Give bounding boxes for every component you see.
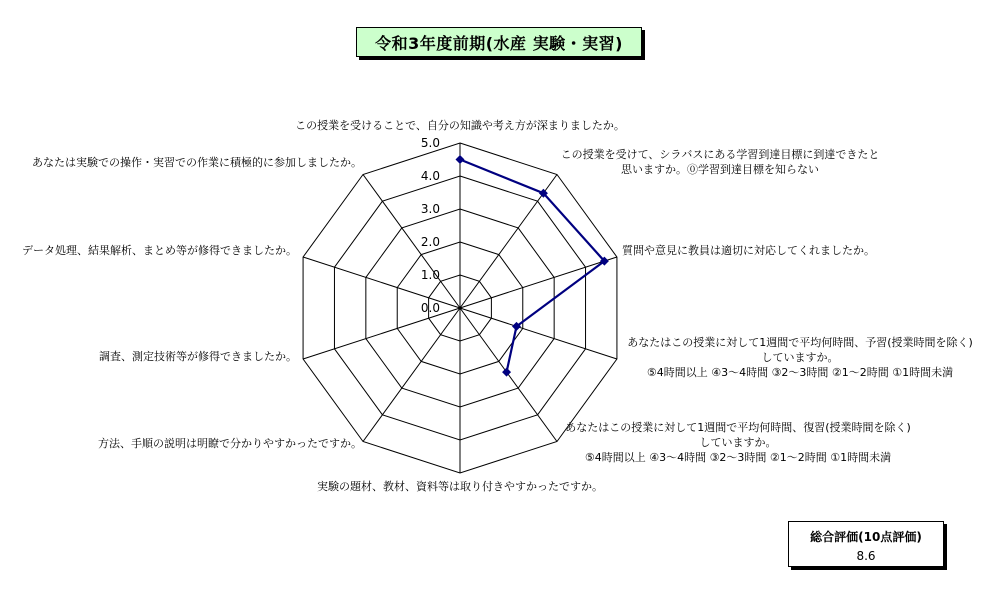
axis-label-line: この授業を受けることで、自分の知識や考え方が深まりましたか。 xyxy=(295,119,625,132)
axis-label-line: あなたはこの授業に対して1週間で平均何時間、復習(授業時間を除く) xyxy=(565,421,911,434)
data-point-1 xyxy=(456,155,465,164)
axis-label-5 xyxy=(565,420,911,464)
axis-label-line: データ処理、結果解析、まとめ等が修得できましたか。 xyxy=(22,244,297,257)
axis-label-3 xyxy=(622,243,875,257)
axis-label-10 xyxy=(32,155,362,169)
overall-score-value: 8.6 xyxy=(856,549,876,563)
axis-label-line: ⑤4時間以上 ④3～4時間 ③2～3時間 ②1～2時間 ①1時間未満 xyxy=(584,451,892,464)
data-point-5 xyxy=(502,368,511,377)
chart-title: 令和3年度前期(水産 実験・実習) xyxy=(356,27,642,57)
axis-label-line: 質問や意見に教員は適切に対応してくれましたか。 xyxy=(622,244,875,257)
overall-score-box xyxy=(788,521,944,567)
grid-spoke-10 xyxy=(363,175,460,308)
grid-spoke-7 xyxy=(363,308,460,441)
axis-label-line: 調査、測定技術等が修得できましたか。 xyxy=(99,350,297,363)
axis-label-line: あなたは実験での操作・実習での作業に積極的に参加しましたか。 xyxy=(32,156,362,169)
tick-label: 4.0 xyxy=(420,169,440,183)
axis-label-line: 方法、手順の説明は明瞭で分かりやすかったですか。 xyxy=(98,437,362,450)
tick-label: 1.0 xyxy=(420,268,440,282)
tick-label: 3.0 xyxy=(420,202,440,216)
axis-label-line: 実験の題材、教材、資料等は取り付きやすかったですか。 xyxy=(317,480,603,493)
axis-label-line: ⑤4時間以上 ④3～4時間 ③2～3時間 ②1～2時間 ①1時間未満 xyxy=(646,366,954,379)
axis-label-line: していますか。 xyxy=(761,351,839,364)
axis-label-line: この授業を受けて、シラバスにある学習到達目標に到達できたと xyxy=(560,148,880,161)
grid-spoke-3 xyxy=(460,257,617,308)
grid-spoke-5 xyxy=(460,308,557,441)
axis-label-line: 思いますか。⓪学習到達目標を知らない xyxy=(621,163,819,176)
series-line xyxy=(460,160,604,373)
axis-label-8 xyxy=(99,349,297,363)
radar-tick-labels xyxy=(421,136,440,315)
grid-spoke-4 xyxy=(460,308,617,359)
axis-label-1 xyxy=(295,118,625,132)
axis-label-line: あなたはこの授業に対して1週間で平均何時間、予習(授業時間を除く) xyxy=(627,336,973,349)
axis-label-9 xyxy=(22,243,297,257)
overall-score-label: 総合評価(10点評価) xyxy=(810,530,922,544)
axis-label-4 xyxy=(627,335,973,379)
tick-label: 2.0 xyxy=(420,235,440,249)
tick-label: 0.0 xyxy=(420,301,440,315)
axis-label-line: していますか。 xyxy=(699,436,777,449)
axis-label-2 xyxy=(561,147,880,176)
axis-label-6 xyxy=(317,479,603,493)
grid-spoke-8 xyxy=(303,308,460,359)
axis-label-7 xyxy=(98,436,362,450)
tick-label: 5.0 xyxy=(420,136,440,150)
